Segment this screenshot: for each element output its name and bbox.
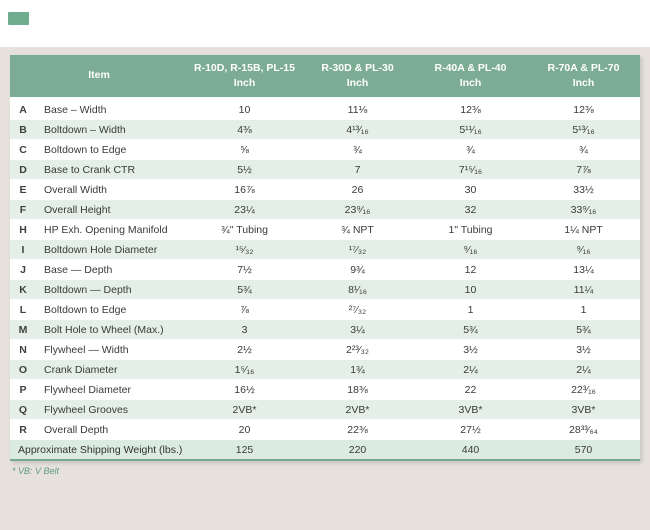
row-value: 1¾ xyxy=(301,360,414,380)
table-row xyxy=(10,180,640,200)
row-value: ⅞ xyxy=(188,300,301,320)
spec-table xyxy=(10,55,640,461)
column-header-model-name: R-30D & PL-30 xyxy=(321,61,394,74)
table-row xyxy=(10,380,640,400)
row-item-name: Overall Depth xyxy=(36,420,188,440)
table-row xyxy=(10,140,640,160)
table-row xyxy=(10,340,640,360)
row-value: ¹⁵⁄₃₂ xyxy=(188,240,301,260)
row-value: 1 xyxy=(414,300,527,320)
spec-table-container xyxy=(10,55,640,476)
row-letter: D xyxy=(10,160,36,180)
row-value: 33½ xyxy=(527,180,640,200)
row-item-name: Base to Crank CTR xyxy=(36,160,188,180)
row-item-name: Overall Width xyxy=(36,180,188,200)
row-value: 16⅞ xyxy=(188,180,301,200)
row-value: 12⅜ xyxy=(414,99,527,120)
table-row xyxy=(10,160,640,180)
shipping-weight-value: 220 xyxy=(301,440,414,461)
row-value: 2¼ xyxy=(414,360,527,380)
shipping-weight-value: 440 xyxy=(414,440,527,461)
row-value: 16½ xyxy=(188,380,301,400)
row-value: 7 xyxy=(301,160,414,180)
row-item-name: Boltdown – Width xyxy=(36,120,188,140)
row-value: 10 xyxy=(188,99,301,120)
row-value: 7⅞ xyxy=(527,160,640,180)
row-letter: H xyxy=(10,220,36,240)
row-letter: E xyxy=(10,180,36,200)
row-letter: N xyxy=(10,340,36,360)
row-value: 26 xyxy=(301,180,414,200)
table-row xyxy=(10,240,640,260)
row-letter: J xyxy=(10,260,36,280)
table-row xyxy=(10,200,640,220)
row-value: 27½ xyxy=(414,420,527,440)
row-value: 5¾ xyxy=(527,320,640,340)
table-row xyxy=(10,400,640,420)
row-letter: Q xyxy=(10,400,36,420)
row-item-name: Flywheel Diameter xyxy=(36,380,188,400)
column-header-model xyxy=(301,55,414,99)
table-row xyxy=(10,280,640,300)
row-letter: F xyxy=(10,200,36,220)
table-row xyxy=(10,320,640,340)
row-value: 2VB* xyxy=(301,400,414,420)
row-item-name: Bolt Hole to Wheel (Max.) xyxy=(36,320,188,340)
column-header-model-name: R-70A & PL-70 xyxy=(547,61,620,74)
column-header-unit: Inch xyxy=(233,77,256,89)
spec-sheet-panel xyxy=(0,47,650,530)
row-letter: B xyxy=(10,120,36,140)
row-letter: L xyxy=(10,300,36,320)
row-value: 1⁵⁄₁₆ xyxy=(188,360,301,380)
row-value: 22³⁄₁₆ xyxy=(527,380,640,400)
shipping-weight-row xyxy=(10,440,640,461)
row-value: 3½ xyxy=(527,340,640,360)
row-value: 12 xyxy=(414,260,527,280)
row-value: 22 xyxy=(414,380,527,400)
row-letter: C xyxy=(10,140,36,160)
column-header-unit: Inch xyxy=(346,77,369,89)
row-value: ¾" Tubing xyxy=(188,220,301,240)
table-row xyxy=(10,360,640,380)
row-value: 2¼ xyxy=(527,360,640,380)
row-value: 22⅜ xyxy=(301,420,414,440)
row-value: ⁹⁄₁₆ xyxy=(527,240,640,260)
column-header-unit: Inch xyxy=(572,77,595,89)
row-value: 3½ xyxy=(414,340,527,360)
row-item-name: Boltdown to Edge xyxy=(36,140,188,160)
row-value: 5¾ xyxy=(414,320,527,340)
row-item-name: Overall Height xyxy=(36,200,188,220)
row-value: 9¾ xyxy=(301,260,414,280)
vbelt-footnote: * VB: V Belt xyxy=(12,466,60,476)
row-value: ¾ xyxy=(301,140,414,160)
row-value: 11¼ xyxy=(527,280,640,300)
row-value: 1¼ NPT xyxy=(527,220,640,240)
row-value: 33⁹⁄₁₆ xyxy=(527,200,640,220)
row-value: 20 xyxy=(188,420,301,440)
row-value: 5¹³⁄₁₆ xyxy=(527,120,640,140)
row-value: 2½ xyxy=(188,340,301,360)
row-value: 23⁹⁄₁₆ xyxy=(301,200,414,220)
row-item-name: Base — Depth xyxy=(36,260,188,280)
row-value: 8¹⁄₁₆ xyxy=(301,280,414,300)
table-row xyxy=(10,99,640,120)
row-value: 1 xyxy=(527,300,640,320)
row-item-name: Boltdown Hole Diameter xyxy=(36,240,188,260)
row-item-name: Boltdown — Depth xyxy=(36,280,188,300)
column-header-model xyxy=(527,55,640,99)
row-value: 28³³⁄₆₄ xyxy=(527,420,640,440)
row-item-name: HP Exh. Opening Manifold xyxy=(36,220,188,240)
row-value: 32 xyxy=(414,200,527,220)
column-header-model xyxy=(188,55,301,99)
row-value: 30 xyxy=(414,180,527,200)
row-value: ¾ xyxy=(527,140,640,160)
row-value: 18⅜ xyxy=(301,380,414,400)
row-value: 3 xyxy=(188,320,301,340)
row-letter: M xyxy=(10,320,36,340)
row-value: ⅝ xyxy=(188,140,301,160)
row-value: 3VB* xyxy=(527,400,640,420)
row-item-name: Boltdown to Edge xyxy=(36,300,188,320)
row-value: 7¹⁵⁄₁₆ xyxy=(414,160,527,180)
column-header-model xyxy=(414,55,527,99)
row-value: 2VB* xyxy=(188,400,301,420)
header-row xyxy=(10,55,640,99)
row-value: 23¼ xyxy=(188,200,301,220)
row-value: 3VB* xyxy=(414,400,527,420)
row-value: ¾ NPT xyxy=(301,220,414,240)
row-letter: I xyxy=(10,240,36,260)
table-row xyxy=(10,420,640,440)
row-value: ¹⁷⁄₃₂ xyxy=(301,240,414,260)
row-letter: A xyxy=(10,99,36,120)
row-value: 13¼ xyxy=(527,260,640,280)
row-letter: R xyxy=(10,420,36,440)
row-value: 2²³⁄₃₂ xyxy=(301,340,414,360)
column-header-model-name: R-10D, R-15B, PL-15 xyxy=(194,61,295,74)
shipping-weight-value: 570 xyxy=(527,440,640,461)
row-value: 5½ xyxy=(188,160,301,180)
row-value: ¾ xyxy=(414,140,527,160)
row-value: ²⁷⁄₃₂ xyxy=(301,300,414,320)
row-value: 1" Tubing xyxy=(414,220,527,240)
row-value: 4⅜ xyxy=(188,120,301,140)
row-letter: K xyxy=(10,280,36,300)
table-body xyxy=(10,99,640,461)
row-value: 7½ xyxy=(188,260,301,280)
row-value: ⁹⁄₁₆ xyxy=(414,240,527,260)
row-value: 12⅜ xyxy=(527,99,640,120)
column-header-model-name: R-40A & PL-40 xyxy=(434,61,507,74)
table-row xyxy=(10,300,640,320)
row-item-name: Base – Width xyxy=(36,99,188,120)
shipping-weight-value: 125 xyxy=(188,440,301,461)
column-header-unit: Inch xyxy=(459,77,482,89)
row-value: 5¹¹⁄₁₆ xyxy=(414,120,527,140)
table-row xyxy=(10,120,640,140)
row-letter: P xyxy=(10,380,36,400)
shipping-weight-label: Approximate Shipping Weight (lbs.) xyxy=(10,440,188,461)
row-value: 3¼ xyxy=(301,320,414,340)
item-header-label: Item xyxy=(88,69,110,82)
row-value: 4¹³⁄₁₆ xyxy=(301,120,414,140)
row-item-name: Flywheel — Width xyxy=(36,340,188,360)
row-letter: O xyxy=(10,360,36,380)
row-value: 5¾ xyxy=(188,280,301,300)
row-value: 10 xyxy=(414,280,527,300)
table-row xyxy=(10,220,640,240)
row-value: 11⅛ xyxy=(301,99,414,120)
column-header-item xyxy=(10,55,188,99)
row-item-name: Flywheel Grooves xyxy=(36,400,188,420)
table-header xyxy=(10,55,640,99)
brand-mark xyxy=(8,12,29,25)
table-row xyxy=(10,260,640,280)
row-item-name: Crank Diameter xyxy=(36,360,188,380)
